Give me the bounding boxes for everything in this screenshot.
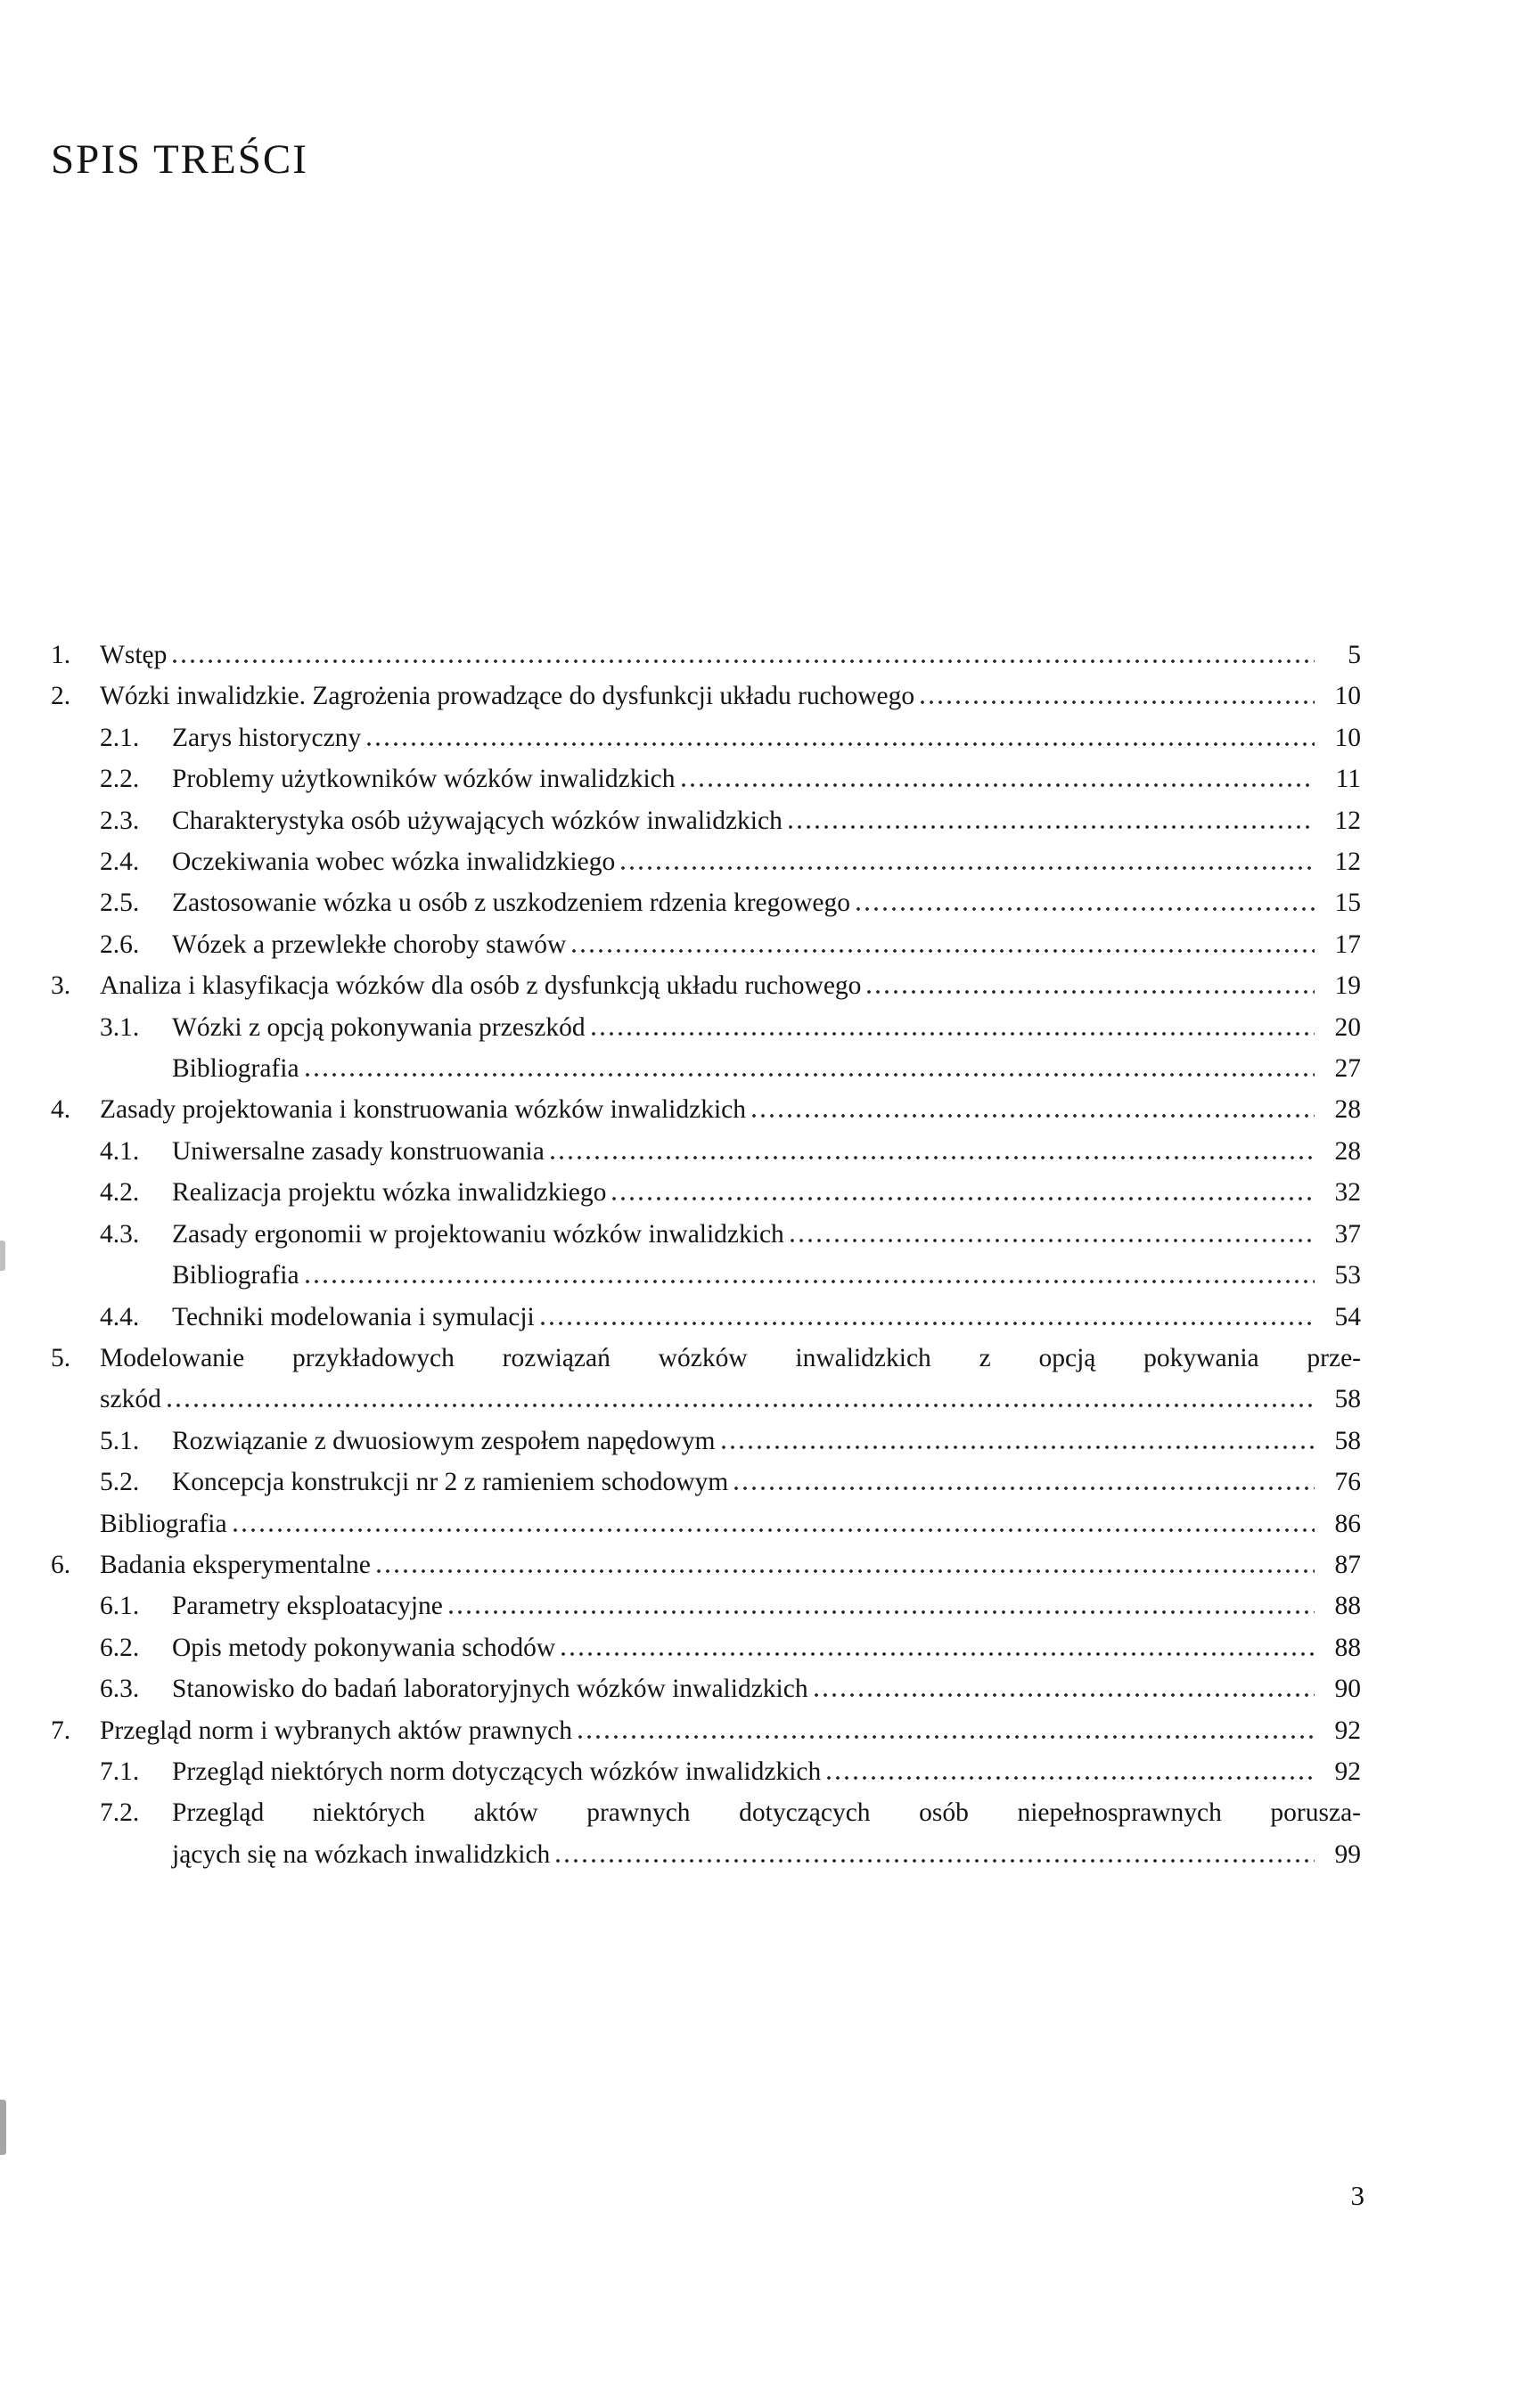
toc-entry-page: 10 — [1334, 723, 1361, 752]
dot-leader — [367, 742, 1315, 746]
toc-entry-page: 20 — [1334, 1012, 1361, 1042]
toc-entry — [51, 841, 1361, 882]
toc-entry-title: Wózek a przewlekłe choroby stawów — [172, 930, 567, 959]
toc-entry — [51, 1503, 1361, 1544]
dot-leader — [561, 1652, 1315, 1656]
toc-entry — [51, 1048, 1361, 1089]
toc-entry-title: Bibliografia — [172, 1054, 299, 1084]
toc-entry-title: Analiza i klasyfikacja wózków dla osób z dysfunkcją układu ruchowego — [100, 971, 862, 1001]
toc-entry-title: Zasady ergonomii w projektowaniu wózków inwalidzkich — [172, 1219, 784, 1249]
toc-list — [51, 635, 1361, 1875]
toc-entry-number: 2.5. — [100, 889, 140, 918]
toc-entry-page: 87 — [1334, 1550, 1361, 1579]
toc-entry-title: Zasady projektowania i konstruowania wózków inwalidzkich — [100, 1095, 747, 1125]
toc-entry-title: Wstęp — [100, 641, 168, 669]
dot-leader — [592, 1032, 1315, 1036]
dot-leader — [734, 1487, 1315, 1490]
dot-leader — [682, 783, 1315, 787]
toc-entry-number: 5. — [51, 1343, 71, 1372]
toc-entry — [51, 717, 1361, 758]
toc-entry-page: 32 — [1334, 1178, 1361, 1208]
dot-leader — [921, 700, 1315, 704]
toc-entry-page: 58 — [1334, 1426, 1361, 1455]
toc-entry-page: 54 — [1334, 1302, 1361, 1331]
toc-entry — [51, 1751, 1361, 1792]
toc-entry-title: Rozwiązanie z dwuosiowym zespołem napędowym — [172, 1426, 716, 1455]
toc-entry-title: Techniki modelowania i symulacji — [172, 1302, 535, 1331]
toc-entry-title: Charakterystyka osób używających wózków inwalidzkich — [172, 806, 783, 835]
toc-entry-title: szkód — [100, 1385, 161, 1414]
toc-entry-title: Problemy użytkowników wózków inwalidzkich — [172, 765, 676, 794]
dot-leader — [827, 1776, 1315, 1780]
toc-entry — [51, 965, 1361, 1006]
toc-entry-number: 7.1. — [100, 1757, 140, 1786]
toc-entry — [51, 1421, 1361, 1462]
toc-entry-title: Przegląd niektórych norm dotyczących wózków inwalidzkich — [172, 1757, 822, 1786]
toc-entry — [51, 1131, 1361, 1172]
toc-entry — [51, 924, 1361, 965]
dot-leader — [541, 1322, 1315, 1325]
toc-entry-page: 37 — [1334, 1219, 1361, 1249]
toc-entry-page: 76 — [1334, 1468, 1361, 1497]
toc-entry — [51, 1379, 1361, 1420]
toc-entry-page: 19 — [1334, 971, 1361, 1001]
toc-entry-page: 58 — [1334, 1385, 1361, 1414]
toc-entry-number: 6.1. — [100, 1592, 140, 1621]
toc-entry-number: 4.2. — [100, 1178, 140, 1208]
toc-entry-page: 99 — [1334, 1839, 1361, 1869]
toc-entry-page: 86 — [1334, 1509, 1361, 1538]
toc-entry-number: 6. — [51, 1550, 71, 1579]
scan-artifact — [0, 1241, 5, 1271]
toc-entry-title: Wózki z opcją pokonywania przeszkód — [172, 1012, 586, 1042]
dot-leader — [306, 1073, 1315, 1077]
toc-entry-title: Badania eksperymentalne — [100, 1550, 371, 1579]
toc-entry-page: 10 — [1334, 682, 1361, 711]
toc-entry-page: 12 — [1334, 848, 1361, 877]
toc-entry — [51, 1462, 1361, 1503]
dot-leader — [867, 990, 1315, 994]
toc-entry-title: Modelowanie przykładowych rozwiązań wózków inwalidzkich z opcją pokywania prze- — [100, 1343, 1361, 1372]
toc-entry-number: 2. — [51, 682, 71, 711]
toc-entry — [51, 1585, 1361, 1626]
dot-leader — [168, 1404, 1315, 1407]
toc-entry — [51, 1172, 1361, 1213]
toc-entry-title: Zastosowanie wózka u osób z uszkodzeniem rdzenia kregowego — [172, 889, 851, 918]
toc-entry-number: 6.2. — [100, 1633, 140, 1662]
toc-entry — [51, 800, 1361, 841]
toc-entry-page: 92 — [1334, 1757, 1361, 1786]
toc-entry — [51, 1792, 1361, 1833]
toc-entry-number: 2.2. — [100, 765, 140, 794]
toc-entry-title: Uniwersalne zasady konstruowania — [172, 1136, 545, 1166]
toc-entry-title: Przegląd niektórych aktów prawnych dotyczących osób niepełnosprawnych porusza- — [172, 1798, 1361, 1828]
toc-entry — [51, 1255, 1361, 1296]
dot-leader — [551, 1156, 1315, 1159]
toc-entry-number: 4.4. — [100, 1302, 140, 1331]
toc-entry-title: Bibliografia — [172, 1261, 299, 1290]
dot-leader — [449, 1610, 1315, 1614]
toc-entry-title: Opis metody pokonywania schodów — [172, 1633, 556, 1662]
toc-entry-page: 90 — [1334, 1675, 1361, 1704]
dot-leader — [173, 659, 1315, 663]
toc-entry-title: Realizacja projektu wózka inwalidzkiego — [172, 1178, 607, 1208]
toc-entry — [51, 1710, 1361, 1751]
dot-leader — [815, 1693, 1315, 1697]
dot-leader — [789, 825, 1315, 829]
toc-entry — [51, 1089, 1361, 1130]
toc-entry — [51, 1297, 1361, 1338]
toc-entry — [51, 1627, 1361, 1668]
toc-entry-title: Koncepcja konstrukcji nr 2 z ramieniem schodowym — [172, 1468, 729, 1497]
toc-entry-number: 2.3. — [100, 806, 140, 835]
toc-entry — [51, 882, 1361, 923]
toc-entry-number: 5.2. — [100, 1468, 140, 1497]
toc-entry-page: 28 — [1334, 1136, 1361, 1166]
toc-entry-title: Parametry eksploatacyjne — [172, 1592, 443, 1621]
toc-entry-number: 7. — [51, 1716, 71, 1745]
toc-entry — [51, 1834, 1361, 1875]
toc-entry — [51, 758, 1361, 799]
toc-entry-number: 4.1. — [100, 1136, 140, 1166]
dot-leader — [722, 1446, 1315, 1449]
dot-leader — [752, 1114, 1315, 1118]
dot-leader — [791, 1239, 1315, 1242]
toc-entry-number: 3. — [51, 971, 71, 1001]
toc-entry-title: Stanowisko do badań laboratoryjnych wózków inwalidzkich — [172, 1675, 808, 1704]
dot-leader — [856, 907, 1315, 911]
toc-entry-title: jących się na wózkach inwalidzkich — [172, 1839, 551, 1869]
dot-leader — [377, 1569, 1315, 1573]
toc-entry-title: Wózki inwalidzkie. Zagrożenia prowadzące do dysfunkcji układu ruchowego — [100, 682, 915, 711]
toc-entry-title: Przegląd norm i wybranych aktów prawnych — [100, 1716, 573, 1745]
toc-entry-page: 15 — [1334, 889, 1361, 918]
page-number: 3 — [1350, 2180, 1364, 2211]
toc-entry-number: 4. — [51, 1095, 71, 1125]
toc-entry — [51, 1007, 1361, 1048]
toc-entry — [51, 1544, 1361, 1585]
dot-leader — [556, 1859, 1315, 1863]
toc-entry-page: 12 — [1334, 806, 1361, 835]
toc-entry — [51, 1668, 1361, 1709]
toc-entry-number: 1. — [51, 641, 71, 669]
toc-entry-title: Oczekiwania wobec wózka inwalidzkiego — [172, 848, 616, 877]
toc-entry — [51, 635, 1361, 676]
toc-entry-title: Bibliografia — [100, 1509, 227, 1538]
dot-leader — [621, 866, 1315, 870]
toc-entry-page: 92 — [1334, 1716, 1361, 1745]
toc-entry — [51, 1214, 1361, 1255]
toc-entry-number: 2.6. — [100, 930, 140, 959]
dot-leader — [578, 1735, 1315, 1739]
toc-entry-page: 53 — [1334, 1261, 1361, 1290]
toc-entry-page: 5 — [1348, 641, 1361, 669]
dot-leader — [612, 1197, 1315, 1200]
toc-entry — [51, 676, 1361, 717]
toc-entry-number: 2.1. — [100, 723, 140, 752]
toc-entry-page: 88 — [1334, 1633, 1361, 1662]
toc-entry-page: 27 — [1334, 1054, 1361, 1084]
toc-entry-number: 6.3. — [100, 1675, 140, 1704]
toc-entry-page: 11 — [1335, 765, 1361, 794]
toc-entry-number: 3.1. — [100, 1012, 140, 1042]
toc-entry — [51, 1338, 1361, 1379]
toc-entry-number: 2.4. — [100, 848, 140, 877]
toc-entry-number: 7.2. — [100, 1798, 140, 1828]
toc-entry-page: 17 — [1334, 930, 1361, 959]
dot-leader — [234, 1528, 1315, 1532]
toc-entry-number: 4.3. — [100, 1219, 140, 1249]
toc-entry-number: 5.1. — [100, 1426, 140, 1455]
dot-leader — [572, 949, 1315, 953]
toc-entry-title: Zarys historyczny — [172, 723, 362, 752]
toc-entry-page: 28 — [1334, 1095, 1361, 1125]
page-title: SPIS TREŚCI — [51, 136, 308, 183]
scan-artifact — [0, 2100, 6, 2155]
toc-entry-page: 88 — [1334, 1592, 1361, 1621]
dot-leader — [306, 1280, 1315, 1283]
